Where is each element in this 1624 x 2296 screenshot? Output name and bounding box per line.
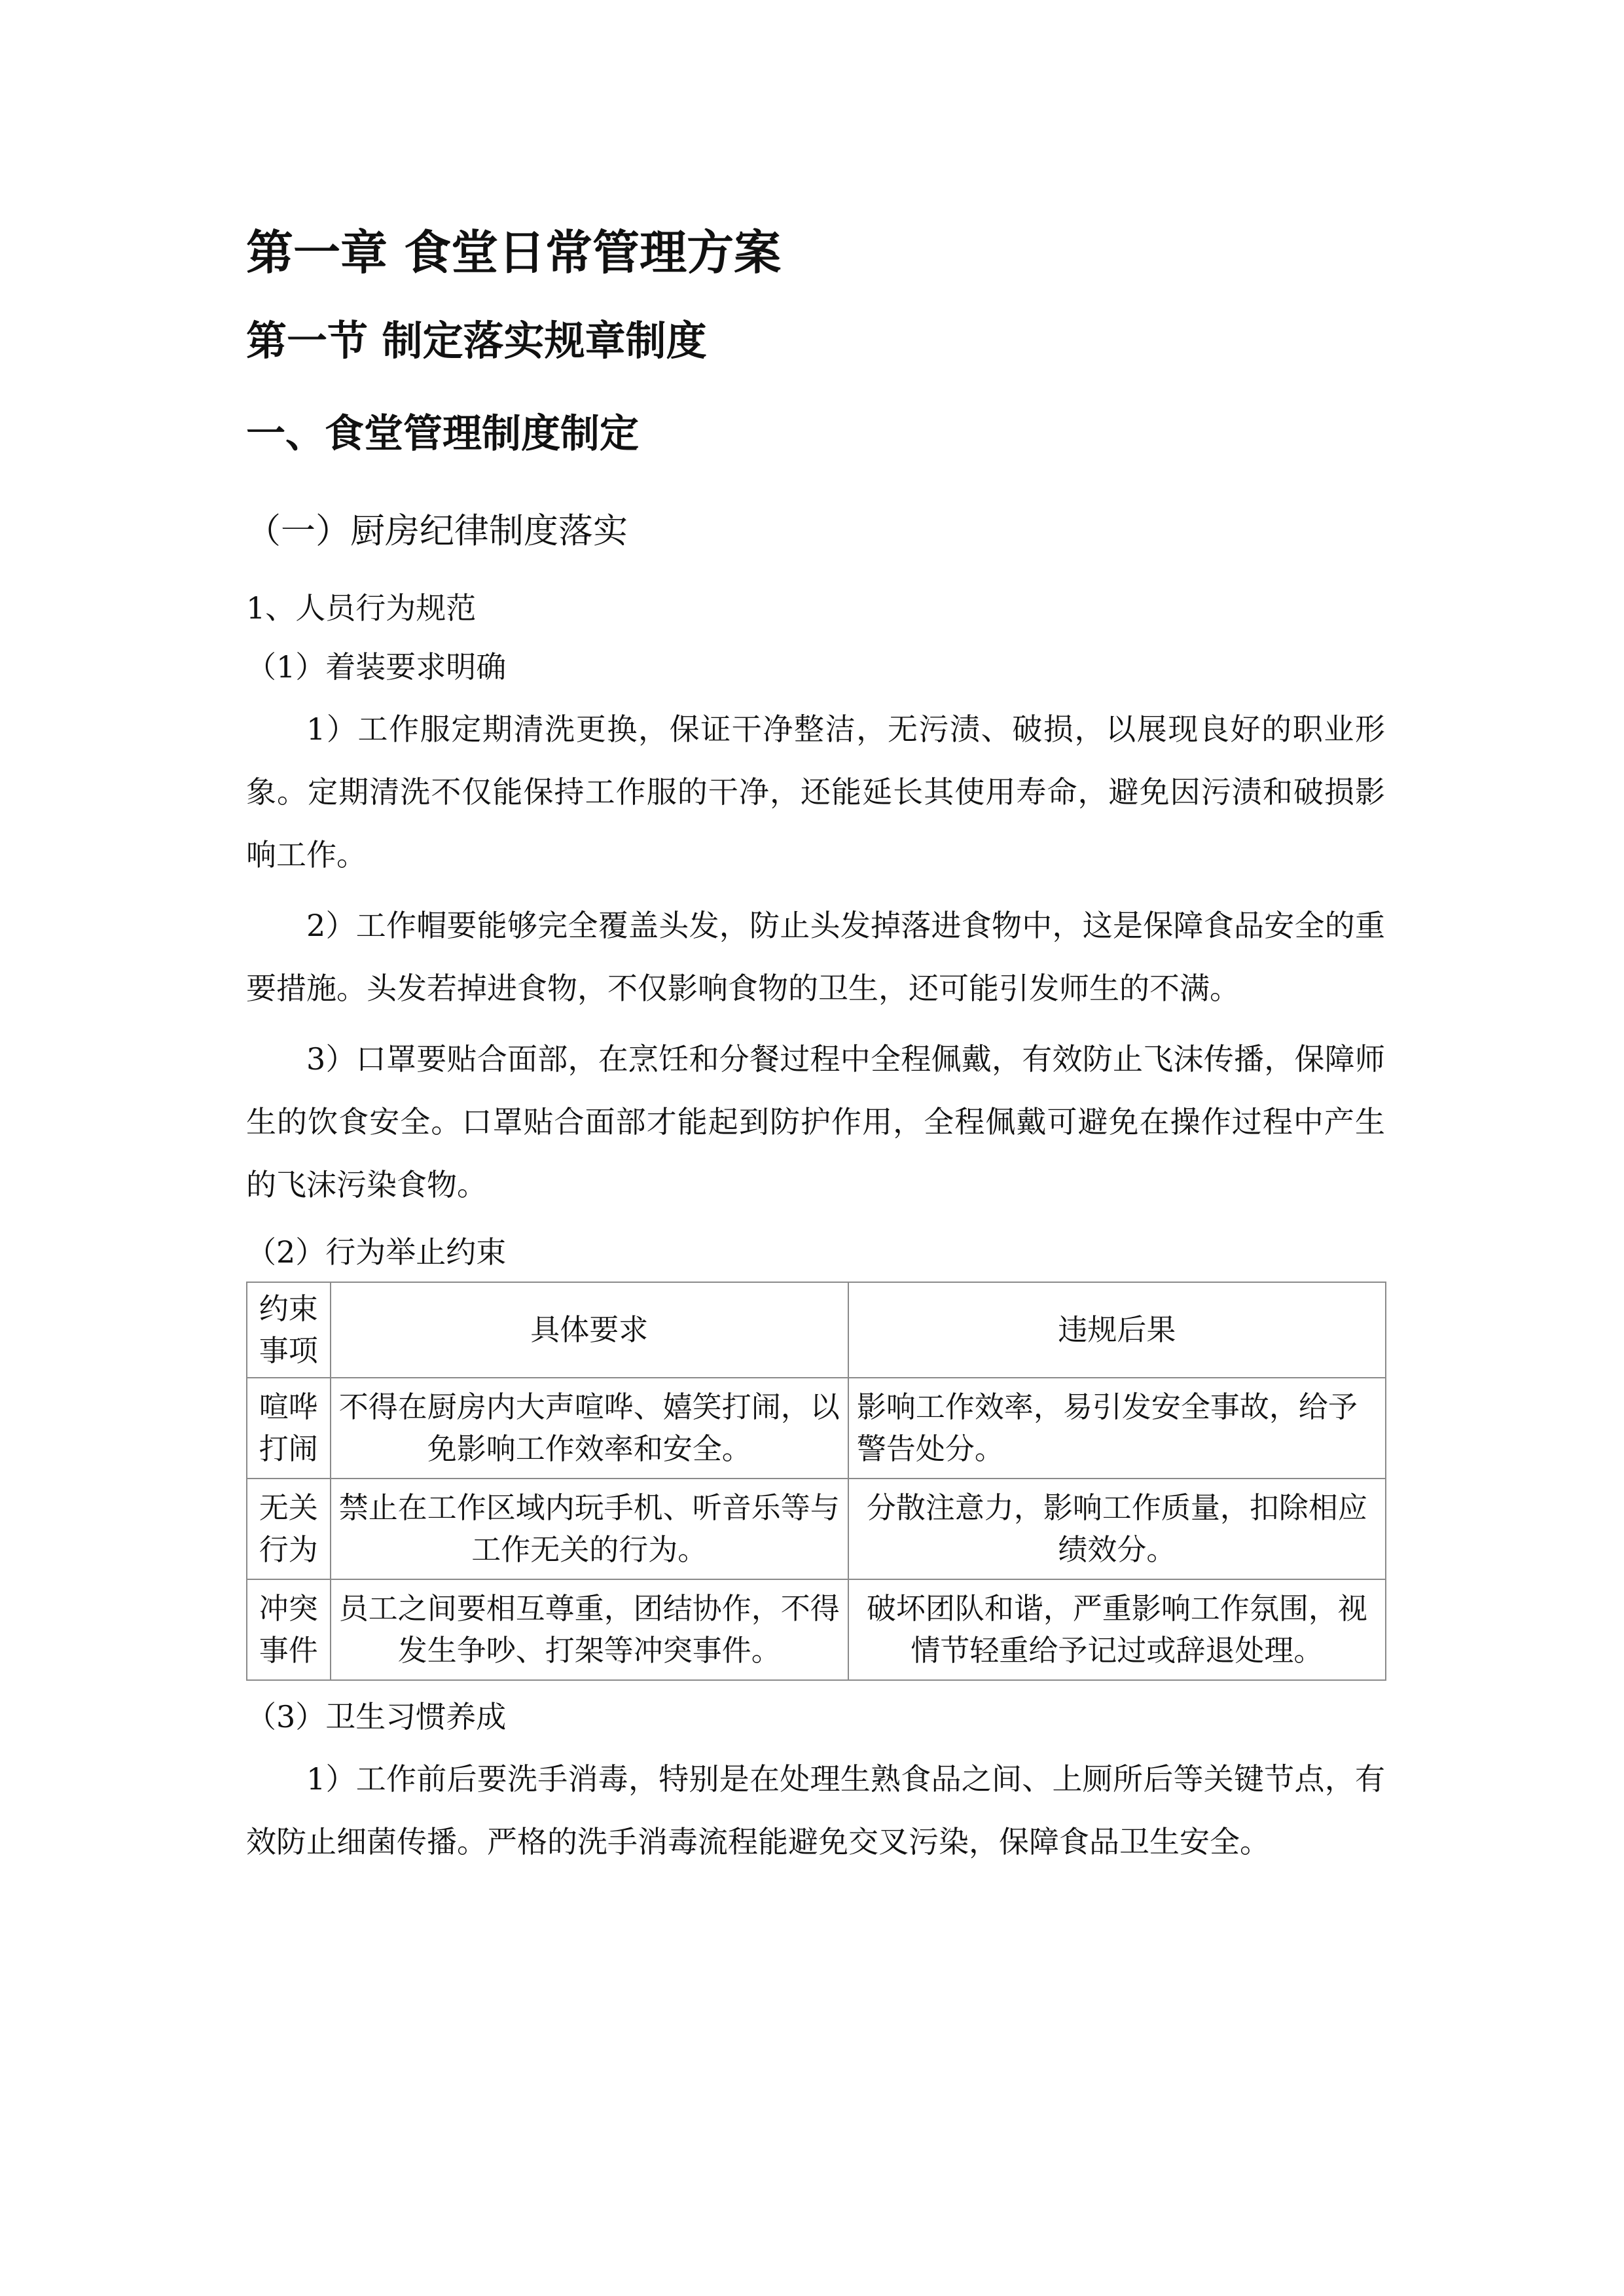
table-row (247, 1579, 1386, 1680)
dress-code-paragraph: 1）工作服定期清洗更换，保证干净整洁，无污渍、破损，以展现良好的职业形象。定期清洗不仅能保持工作服的干净，还能延长其使用寿命，避免因污渍和破损影响工作。 (246, 711, 1385, 872)
table-header-row (247, 1282, 1386, 1378)
table-cell: 禁止在工作区域内玩手机、听音乐等与工作无关的行为。 (331, 1479, 848, 1579)
table-row (247, 1378, 1386, 1479)
behavior-constraints-table (246, 1282, 1386, 1681)
part-title: 一、食堂管理制度制定 (246, 411, 639, 457)
hygiene-heading: （3）卫生习惯养成 (246, 1699, 507, 1734)
table-cell: 破坏团队和谐，严重影响工作氛围，视情节轻重给予记过或辞退处理。 (848, 1579, 1386, 1680)
table-row (247, 1479, 1386, 1579)
dress-code-paragraph: 3）口罩要贴合面部，在烹饪和分餐过程中全程佩戴，有效防止飞沫传播，保障师生的饮食安全。口罩贴合面部才能起到防护作用，全程佩戴可避免在操作过程中产生的飞沫污染食物。 (246, 1041, 1385, 1202)
table-cell: 分散注意力，影响工作质量，扣除相应绩效分。 (848, 1479, 1386, 1579)
table-cell: 喧哗打闹 (247, 1378, 331, 1479)
table-cell: 无关行为 (247, 1479, 331, 1579)
table-cell: 不得在厨房内大声喧哗、嬉笑打闹，以免影响工作效率和安全。 (331, 1378, 848, 1479)
table-cell: 冲突事件 (247, 1579, 331, 1680)
chapter-title: 第一章 食堂日常管理方案 (246, 225, 782, 280)
document-page (246, 196, 1385, 1873)
dress-code-heading: （1）着装要求明确 (246, 649, 507, 685)
subpart-title: （一）厨房纪律制度落实 (246, 511, 628, 551)
hygiene-paragraph: 1）工作前后要洗手消毒，特别是在处理生熟食品之间、上厕所后等关键节点，有效防止细菌传播。严格的洗手消毒流程能避免交叉污染，保障食品卫生安全。 (246, 1761, 1385, 1859)
item-title: 1、人员行为规范 (246, 590, 477, 626)
table-cell: 员工之间要相互尊重，团结协作，不得发生争吵、打架等冲突事件。 (331, 1579, 848, 1680)
behavior-heading: （2）行为举止约束 (246, 1234, 507, 1270)
table-header-cell: 违规后果 (848, 1282, 1386, 1378)
dress-code-paragraph: 2）工作帽要能够完全覆盖头发，防止头发掉落进食物中，这是保障食品安全的重要措施。头发若掉进食物，不仅影响食物的卫生，还可能引发师生的不满。 (246, 908, 1385, 1006)
table-header-cell: 约束事项 (247, 1282, 331, 1378)
table-cell: 影响工作效率，易引发安全事故，给予警告处分。 (848, 1378, 1386, 1479)
section-title: 第一节 制定落实规章制度 (246, 317, 707, 365)
table-header-cell: 具体要求 (331, 1282, 848, 1378)
